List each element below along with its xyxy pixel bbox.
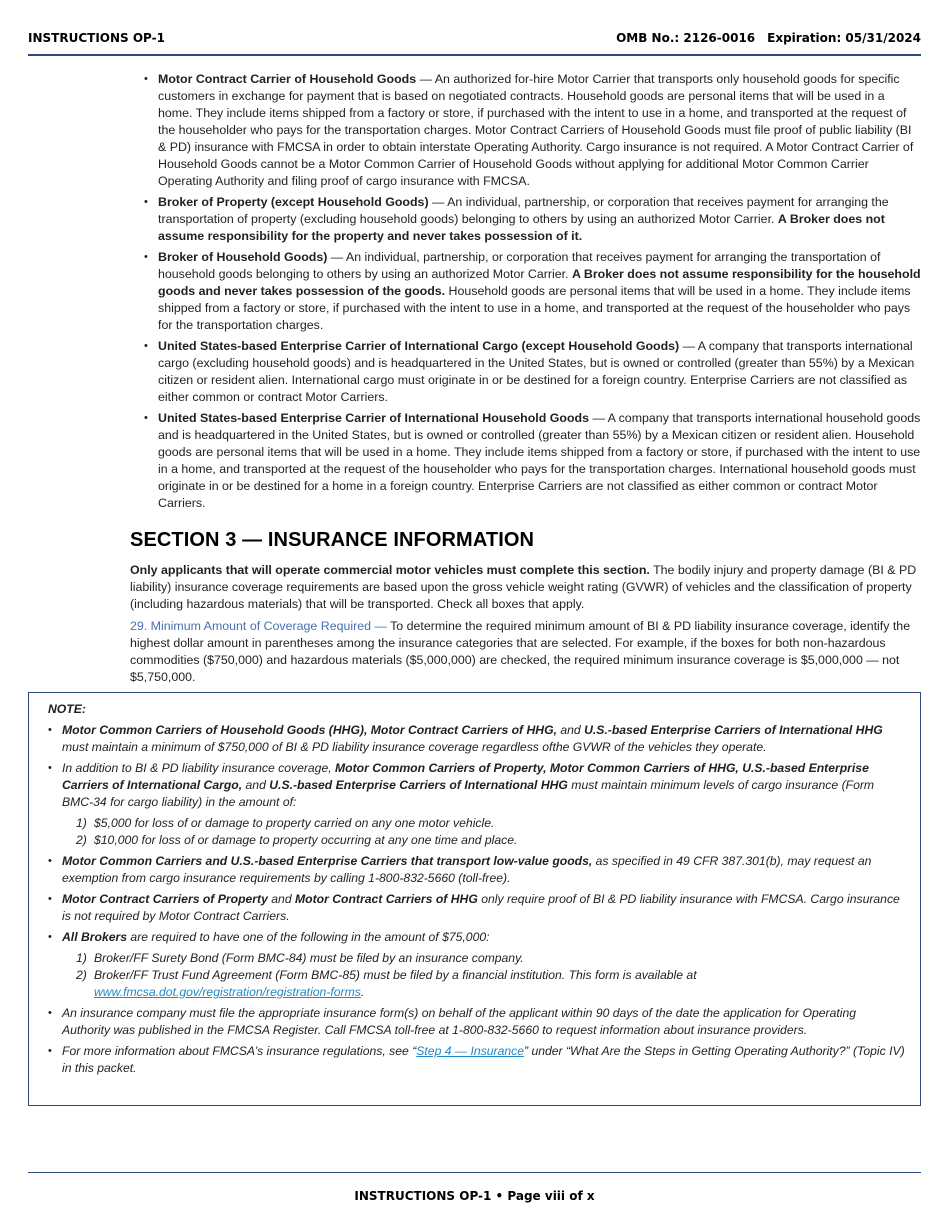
list-item: • An insurance company must file the appropriate insurance form(s) on behalf of the applicant within 90 days of the date the application for Operating Authority was published in the FMCSA Register. Call FMCSA toll-free at 1-800-832-5660 to request information about insurance providers. <box>46 1005 906 1039</box>
list-item: • For more information about FMCSA’s insurance regulations, see “Step 4 — Insurance” under “What Are the Steps in Getting Operating Authority?” (Topic IV) in this packet. <box>46 1043 906 1077</box>
term: Motor Contract Carrier of Household Goods <box>158 72 417 86</box>
section-title: SECTION 3 — INSURANCE INFORMATION <box>130 529 535 551</box>
form-id: INSTRUCTIONS OP-1 <box>28 31 165 45</box>
sub-item: 2) $10,000 for loss of or damage to property occurring at any one time and place. <box>76 833 518 847</box>
section-intro: Only applicants that will operate commercial motor vehicles must complete this section. The bodily injury and property damage (BI & PD liability) insurance coverage requirements are based upon the gross vehicle weight rating (GVWR) of vehicles and the classification of property (including hazardous materials) that will be transported. Check all boxes that apply. <box>130 563 917 611</box>
list-item: • Motor Common Carriers of Household Goods (HHG), Motor Contract Carriers of HHG, and U.S.-based Enterprise Carriers of International HHG must maintain a minimum of $750,000 of BI & PD liability insurance coverage regardless ofthe GVWR of the vehicles they operate. <box>46 722 906 756</box>
sub-item: 2) Broker/FF Trust Fund Agreement (Form BMC-85) must be filed by a financial institution. This form is available at www.fmcsa.dot.gov/registration/registration-forms. <box>76 968 697 999</box>
list-item: • Motor Contract Carriers of Property and Motor Contract Carriers of HHG only require proof of BI & PD liability insurance with FMCSA. Cargo insurance is not required by Motor Contract Carriers. <box>46 891 906 925</box>
term: Broker of Household Goods) <box>158 250 328 264</box>
question-label: 29. Minimum Amount of Coverage Required — <box>130 619 387 633</box>
note-box <box>28 692 921 1106</box>
omb-info <box>616 31 921 45</box>
list-item: • All Brokers are required to have one of the following in the amount of $75,000: 1) Broker/FF Surety Bond (Form BMC-84) must be filed by an insurance company. 2) Broker/FF Trust Fund Agreement (Form BMC-85) must be filed by a financial institution. This form is available at www.fmcsa.dot.gov/registration/registration-forms. <box>46 929 906 1001</box>
page-header <box>28 30 921 56</box>
list-item: • Broker of Household Goods) — An individual, partnership, or corporation that receives payment for arranging the transportation of household goods belonging to others by using an authorized Motor Carrier. A Broker does not assume responsibility for the household goods and never takes possession of the goods. Household goods are personal items that will be used in a home. They include items shipped from a factory or store, if purchased with the intent to use in a home, and transported at the request of the householder who pays for the transportation charges. <box>142 249 922 334</box>
list-item: • United States-based Enterprise Carrier of International Cargo (except Household Goods) — A company that transports international cargo (excluding household goods) and is headquartered in the United States, but is owned or controlled (greater than 55%) by a Mexican citizen or resident alien. International cargo must originate in or be destined for a foreign country. Enterprise Carriers are not classified as either common or contract Motor Carriers. <box>142 338 922 406</box>
sub-item: 1) Broker/FF Surety Bond (Form BMC-84) must be filed by an insurance company. <box>76 951 524 965</box>
note-list <box>46 722 906 1081</box>
note-title: NOTE: <box>48 702 86 716</box>
sub-list <box>62 950 906 1001</box>
list-item: • Motor Common Carriers and U.S.-based Enterprise Carriers that transport low-value goods, as specified in 49 CFR 387.301(b), may request an exemption from cargo insurance requirements by calling 1-800-832-5660 (toll-free). <box>46 853 906 887</box>
carrier-type-list <box>142 71 922 516</box>
step4-insurance-link[interactable]: Step 4 — Insurance <box>416 1044 524 1058</box>
term: Broker of Property (except Household Goods) <box>158 195 429 209</box>
term: United States-based Enterprise Carrier of International Household Goods <box>158 411 589 425</box>
expiration-date: Expiration: 05/31/2024 <box>767 31 921 45</box>
list-item: • In addition to BI & PD liability insurance coverage, Motor Common Carriers of Property, Motor Common Carriers of HHG, U.S.-based Enterprise Carriers of International Cargo, and U.S.-based Enterprise Carriers of International HHG must maintain minimum levels of cargo insurance (Form BMC-34 for cargo liability) in the amount of: 1) $5,000 for loss of or damage to property carried on any one motor vehicle. 2) $10,000 for loss of or damage to property occurring at any one time and place. <box>46 760 906 849</box>
list-item: • Broker of Property (except Household Goods) — An individual, partnership, or corporation that receives payment for arranging the transportation of property (excluding household goods) belonging to others by using an authorized Motor Carrier. A Broker does not assume responsibility for the property and never takes possession of it. <box>142 194 922 245</box>
list-item: • Motor Contract Carrier of Household Goods — An authorized for-hire Motor Carrier that transports only household goods for specific customers in exchange for payment that is based on negotiated contracts. Household goods are personal items that will be used in a home. They include items shipped from a factory or store, if purchased with the intent to use in a home, and transported at the request of the householder who pays for the transportation charges. Motor Contract Carriers of Household Goods must file proof of public liability (BI & PD) insurance with FMCSA in order to obtain interstate Operating Authority. Cargo insurance is not required. A Motor Contract Carrier of Household Goods cannot be a Motor Common Carrier of Household Goods without applying for additional Motor Common Carrier Operating Authority and filing proof of cargo insurance with FMCSA. <box>142 71 922 190</box>
registration-forms-link[interactable]: www.fmcsa.dot.gov/registration/registration-forms <box>94 985 361 999</box>
term: United States-based Enterprise Carrier of International Cargo (except Household Goods) <box>158 339 680 353</box>
sub-item: 1) $5,000 for loss of or damage to property carried on any one motor vehicle. <box>76 816 495 830</box>
list-item: • United States-based Enterprise Carrier of International Household Goods — A company that transports international household goods and is headquartered in the United States, but is owned or controlled (greater than 55%) by a Mexican citizen or resident alien. Household goods are personal items that will be used in a home. They include items shipped from a factory or store, if purchased with the intent to use in a home, and transported at the request of the householder who pays for the transportation charges. International household goods must originate in or be destined for a home in a foreign country. Enterprise Carriers are not classified as either common or contract Motor Carriers. <box>142 410 922 512</box>
sub-list <box>62 815 906 849</box>
omb-number: OMB No.: 2126-0016 <box>616 31 756 45</box>
page-footer: INSTRUCTIONS OP-1 • Page viii of x <box>28 1172 921 1203</box>
question-29: 29. Minimum Amount of Coverage Required — To determine the required minimum amount of BI & PD liability insurance coverage, identify the highest dollar amount in parentheses among the insurance categories that are selected. For example, if the boxes for both non-hazardous commodities ($750,000) and hazardous materials ($5,000,000) are checked, the required minimum insurance coverage is $5,000,000 — not $5,750,000. <box>130 619 911 684</box>
